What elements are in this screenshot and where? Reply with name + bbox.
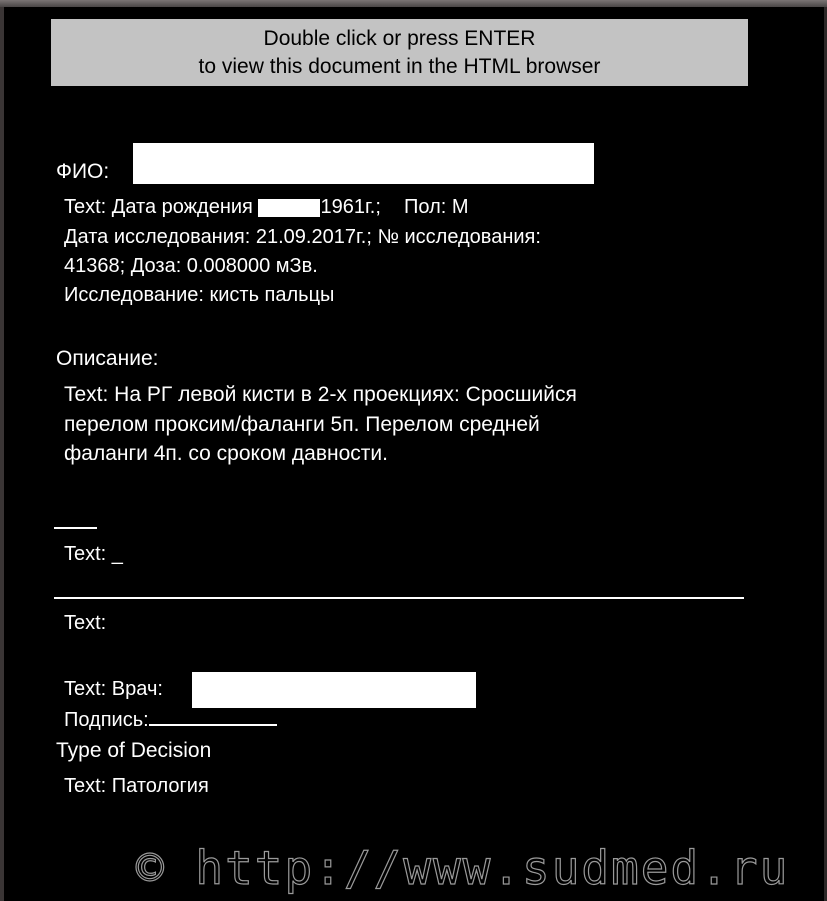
window-top-edge — [0, 0, 827, 7]
banner-line-2: to view this document in the HTML browser — [198, 55, 601, 78]
short-separator — [54, 527, 97, 529]
description-line-1: Text: На РГ левой кисти в 2-х проекциях: Сросшийся — [64, 383, 577, 406]
dob-line — [64, 193, 469, 222]
long-separator — [54, 597, 744, 599]
doctor-label: Text: Врач: — [64, 678, 163, 700]
fio-redaction — [133, 143, 594, 184]
fio-label: ФИО: — [56, 160, 110, 183]
dob-label: Text: Дата рождения — [64, 196, 253, 218]
signature-blank — [149, 704, 277, 726]
signature-line — [64, 704, 277, 735]
banner-line-1: Double click or press ENTER — [263, 27, 536, 50]
study-type-line: Исследование: кисть пальцы — [64, 284, 335, 306]
dob-year: 1961г.; — [320, 196, 381, 218]
conclusion-text-2: Text: — [64, 612, 107, 634]
sudmed-watermark: © http://www.sudmed.ru — [136, 841, 790, 895]
conclusion-text-1: Text: _ — [64, 543, 123, 565]
signature-label: Подпись: — [64, 709, 149, 731]
description-line-2: перелом проксим/фаланги 5п. Перелом средней — [64, 413, 540, 436]
doctor-redaction — [192, 672, 476, 708]
dose-line: 41368; Доза: 0.008000 мЗв. — [64, 255, 318, 277]
open-html-browser-banner[interactable] — [51, 19, 748, 86]
decision-heading: Type of Decision — [56, 739, 212, 762]
description-heading: Описание: — [56, 347, 159, 370]
window-left-edge — [0, 7, 4, 901]
dob-redaction — [258, 199, 320, 217]
sex-value: Пол: М — [404, 196, 469, 218]
decision-value: Text: Патология — [64, 775, 209, 797]
study-line: Дата исследования: 21.09.2017г.; № исследования: — [64, 226, 541, 248]
description-line-3: фаланги 4п. со сроком давности. — [64, 442, 388, 465]
